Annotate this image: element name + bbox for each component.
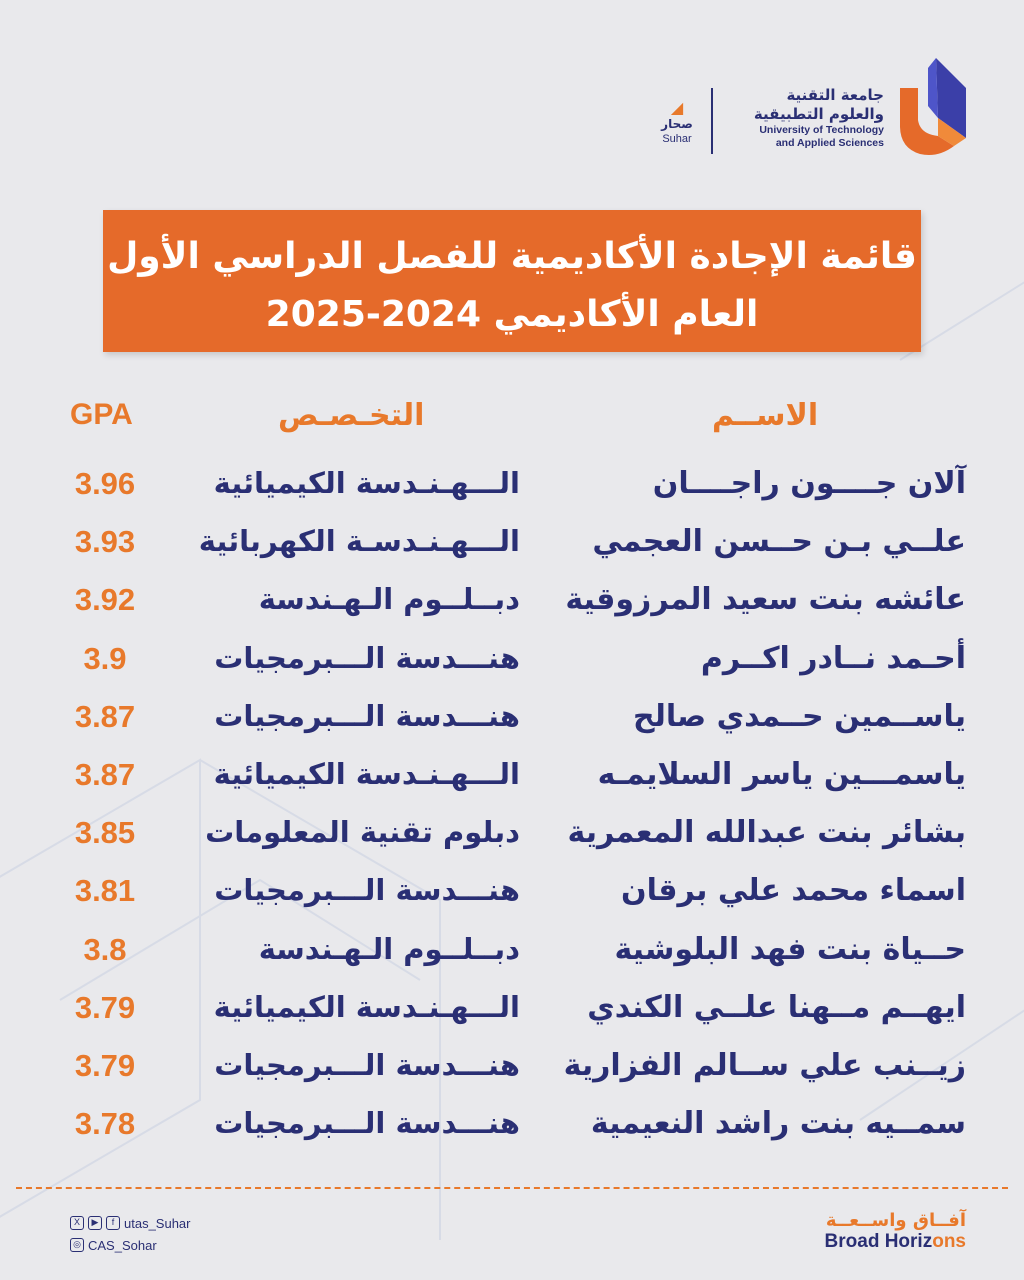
facebook-icon[interactable]: f xyxy=(106,1216,120,1230)
table-row xyxy=(0,466,1024,524)
table-row xyxy=(0,932,1024,990)
student-name: أحـمد نــادر اكــرم xyxy=(700,640,966,676)
honor-list xyxy=(0,466,1024,1164)
student-gpa: 3.8 xyxy=(83,931,127,967)
student-gpa: 3.9 xyxy=(83,640,127,676)
header-divider xyxy=(711,88,713,154)
student-major: دبــلــوم الـهـندسة xyxy=(258,582,520,617)
student-major: هنـــدسة الـــبرمجيات xyxy=(214,698,520,733)
student-name: آلان جــــون راجــــان xyxy=(652,466,966,501)
student-name: ياسمـــين ياسر السلايمـه xyxy=(597,756,966,792)
banner-subtitle: العام الأكاديمي 2024-2025 xyxy=(265,294,759,335)
student-major: دبــلــوم الـهـندسة xyxy=(258,931,520,966)
table-row xyxy=(0,757,1024,815)
student-name: عائشه بنت سعيد المرزوقية xyxy=(565,582,966,618)
handle-utas[interactable]: utas_Suhar xyxy=(124,1215,191,1231)
brand-slogan-en-main: Broad Horiz xyxy=(824,1231,933,1252)
student-major: دبلوم تقنية المعلومات xyxy=(205,815,520,850)
student-major: الـــهـنـدسة الكيميائية xyxy=(213,989,520,1024)
handle-cas[interactable]: CAS_Sohar xyxy=(88,1237,157,1253)
student-major: هنـــدسة الـــبرمجيات xyxy=(214,873,520,908)
campus-name-ar: صحار xyxy=(661,117,693,131)
student-name: زيــنب علي ســالم الفزارية xyxy=(563,1047,966,1083)
student-name: ايهــم مــهنا علــي الكندي xyxy=(587,989,966,1025)
student-gpa: 3.96 xyxy=(74,466,136,501)
instagram-icon[interactable]: ◎ xyxy=(70,1238,84,1252)
student-major: هنـــدسة الـــبرمجيات xyxy=(214,1106,520,1141)
student-name: سمــيه بنت راشد النعيمية xyxy=(590,1106,966,1142)
column-header-major: التخـصـص xyxy=(278,398,425,433)
student-major: الـــهـنـدسـة الكهربائية xyxy=(198,524,520,559)
university-name-ar-1: جامعة التقنية xyxy=(786,86,884,104)
student-name: ياســمين حــمدي صالح xyxy=(633,698,966,734)
footer-divider xyxy=(16,1187,1008,1189)
table-row xyxy=(0,582,1024,640)
student-gpa: 3.79 xyxy=(74,1047,136,1083)
banner-title: قائمة الإجادة الأكاديمية للفصل الدراسي الأول xyxy=(107,236,917,277)
student-major: هنـــدسة الـــبرمجيات xyxy=(214,640,520,675)
student-gpa: 3.87 xyxy=(74,698,136,734)
student-gpa: 3.81 xyxy=(74,873,136,909)
student-major: الـــهـنـدسة الكيميائية xyxy=(213,756,520,791)
youtube-icon[interactable]: ▶ xyxy=(88,1216,102,1230)
student-gpa: 3.79 xyxy=(74,989,136,1025)
table-row xyxy=(0,524,1024,582)
table-row xyxy=(0,990,1024,1048)
table-row xyxy=(0,1106,1024,1164)
social-row-1 xyxy=(70,1212,191,1234)
title-banner xyxy=(103,210,921,352)
table-row xyxy=(0,641,1024,699)
table-row xyxy=(0,815,1024,873)
student-gpa: 3.87 xyxy=(74,756,136,792)
table-row xyxy=(0,873,1024,931)
student-name: حــياة بنت فهد البلوشية xyxy=(614,931,966,967)
table-row xyxy=(0,699,1024,757)
x-icon[interactable]: X xyxy=(70,1216,84,1230)
campus-name-en: Suhar xyxy=(662,133,692,145)
column-header-gpa: GPA xyxy=(70,398,133,431)
brand-slogan-en xyxy=(825,1231,966,1253)
column-header-name: الاســم xyxy=(712,398,819,433)
student-gpa: 3.92 xyxy=(74,582,136,618)
campus-mark xyxy=(652,100,702,146)
university-name xyxy=(754,86,884,150)
student-name: اسماء محمد علي برقان xyxy=(621,873,966,909)
student-name: علــي بـن حــسن العجمي xyxy=(592,524,966,560)
student-gpa: 3.85 xyxy=(74,815,136,851)
brand-slogan-ar: آفــاق واســعــة xyxy=(825,1210,966,1231)
university-name-ar-2: والعلوم التطبيقية xyxy=(753,105,884,123)
campus-icon: ◢ xyxy=(670,98,684,117)
brand-slogan xyxy=(825,1210,966,1253)
student-major: الـــهـنـدسة الكيميائية xyxy=(213,466,520,500)
university-name-en-2: and Applied Sciences xyxy=(775,137,884,149)
student-gpa: 3.93 xyxy=(74,524,136,560)
social-handles xyxy=(70,1212,191,1256)
university-logo xyxy=(898,58,968,158)
student-name: بشائر بنت عبدالله المعمرية xyxy=(567,815,966,851)
university-name-en-1: University of Technology xyxy=(759,124,884,136)
table-row xyxy=(0,1048,1024,1106)
student-gpa: 3.78 xyxy=(74,1106,136,1142)
brand-slogan-en-accent: ons xyxy=(932,1231,966,1252)
social-row-2 xyxy=(70,1234,191,1256)
student-major: هنـــدسة الـــبرمجيات xyxy=(214,1047,520,1082)
